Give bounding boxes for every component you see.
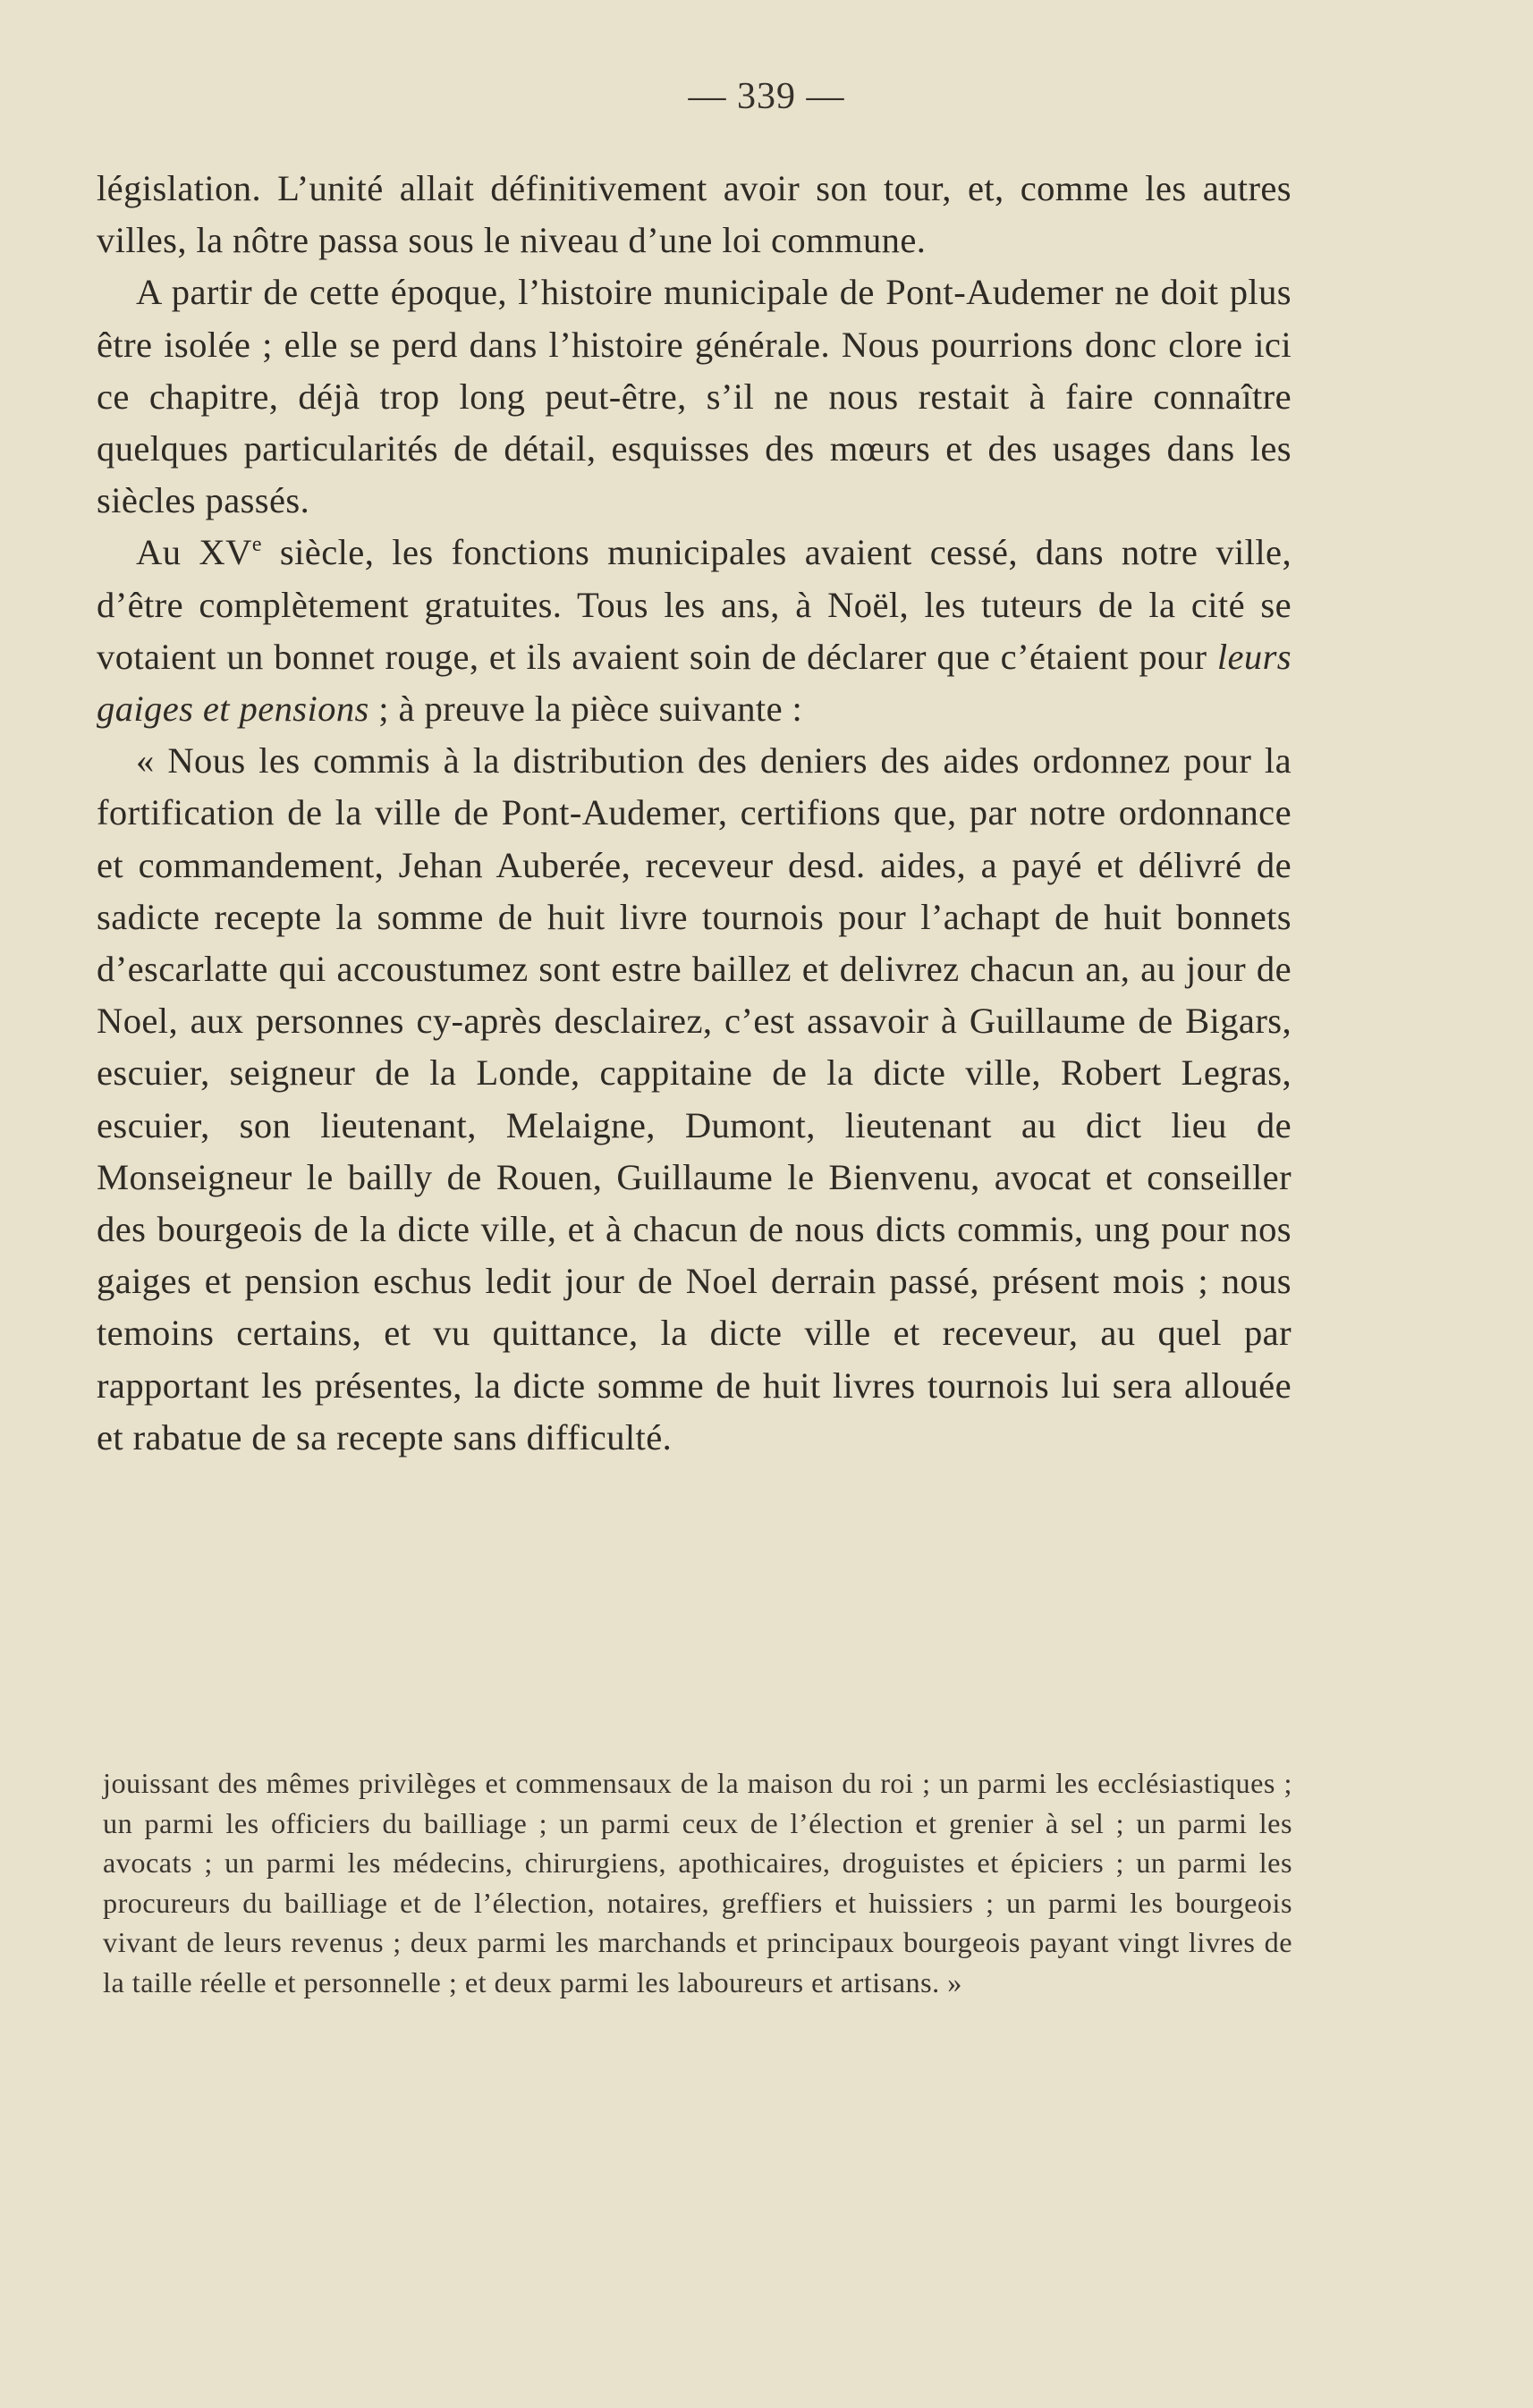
- page-number: — 339 —: [688, 76, 845, 117]
- paragraph-1: législation. L’unité allait définitivement avoir son tour, et, comme les autres villes, la nôtre passa sous le niveau d’une loi commune.: [97, 168, 1292, 261]
- main-text: [97, 163, 1292, 1464]
- footnote-text: jouissant des mêmes privilèges et commensaux de la maison du roi ; un parmi les ecclésiastiques ; un parmi les officiers du bailliage ; un parmi ceux de l’élection et grenier à sel ; un parmi les avocats ; un parmi les médecins, chirurgiens, apothicaires, droguistes et épiciers ; un parmi les procureurs du bailliage et de l’élection, notaires, greffiers et huissiers ; un parmi les bourgeois vivant de leurs revenus ; deux parmi les marchands et principaux bourgeois payant vingt livres de la taille réelle et personnelle ; et deux parmi les laboureurs et artisans. »: [103, 1767, 1292, 1998]
- paragraph-3-end: ; à preuve la pièce suivante :: [368, 689, 803, 730]
- paragraph-3-start: Au XV: [136, 532, 252, 573]
- paragraph-2: A partir de cette époque, l’histoire municipale de Pont-Audemer ne doit plus être isolée ; elle se perd dans l’histoire générale. Nous pourrions donc clore ici ce chapitre, déjà trop long peut-être, s’il ne nous restait à faire connaître quelques particularités de détail, esquisses des mœurs et des usages dans les siècles passés.: [97, 272, 1292, 521]
- italic-phrase: leurs gaiges et pensions: [97, 636, 1292, 730]
- quoted-document: « Nous les commis à la distribution des deniers des aides ordonnez pour la fortification de la ville de Pont-Audemer, certifions que, par notre ordonnance et commandement, Jehan Auberée, receveur desd. aides, a payé et délivré de sadicte recepte la somme de huit livre tournois pour l’achapt de huit bonnets d’escarlatte qui accoustumez sont estre baillez et delivrez chacun an, au jour de Noel, aux personnes cy-après desclairez, c’est assavoir à Guillaume de Bigars, escuier, seigneur de la Londe, cappitaine de la dicte ville, Robert Legras, escuier, son lieutenant, Melaigne, Dumont, lieutenant au dict lieu de Monseigneur le bailly de Rouen, Guillaume le Bienvenu, avocat et conseiller des bourgeois de la dicte ville, et à chacun de nous dicts commis, ung pour nos gaiges et pension eschus ledit jour de Noel derrain passé, présent mois ; nous temoins certains, et vu quittance, la dicte ville et receveur, au quel par rapportant les présentes, la dicte somme de huit livres tournois lui sera allouée et rabatue de sa recepte sans difficulté.: [97, 740, 1292, 1457]
- footnote: [103, 1763, 1292, 2003]
- paragraph-3: [97, 527, 1292, 735]
- paragraph-3-middle: siècle, les fonctions municipales avaient cessé, dans notre ville, d’être complètement gratuites. Tous les ans, à Noël, les tuteurs de la cité se votaient un bonnet rouge, et ils avaient soin de déclarer que c’étaient pour: [97, 532, 1292, 677]
- century-superscript: e: [251, 533, 262, 557]
